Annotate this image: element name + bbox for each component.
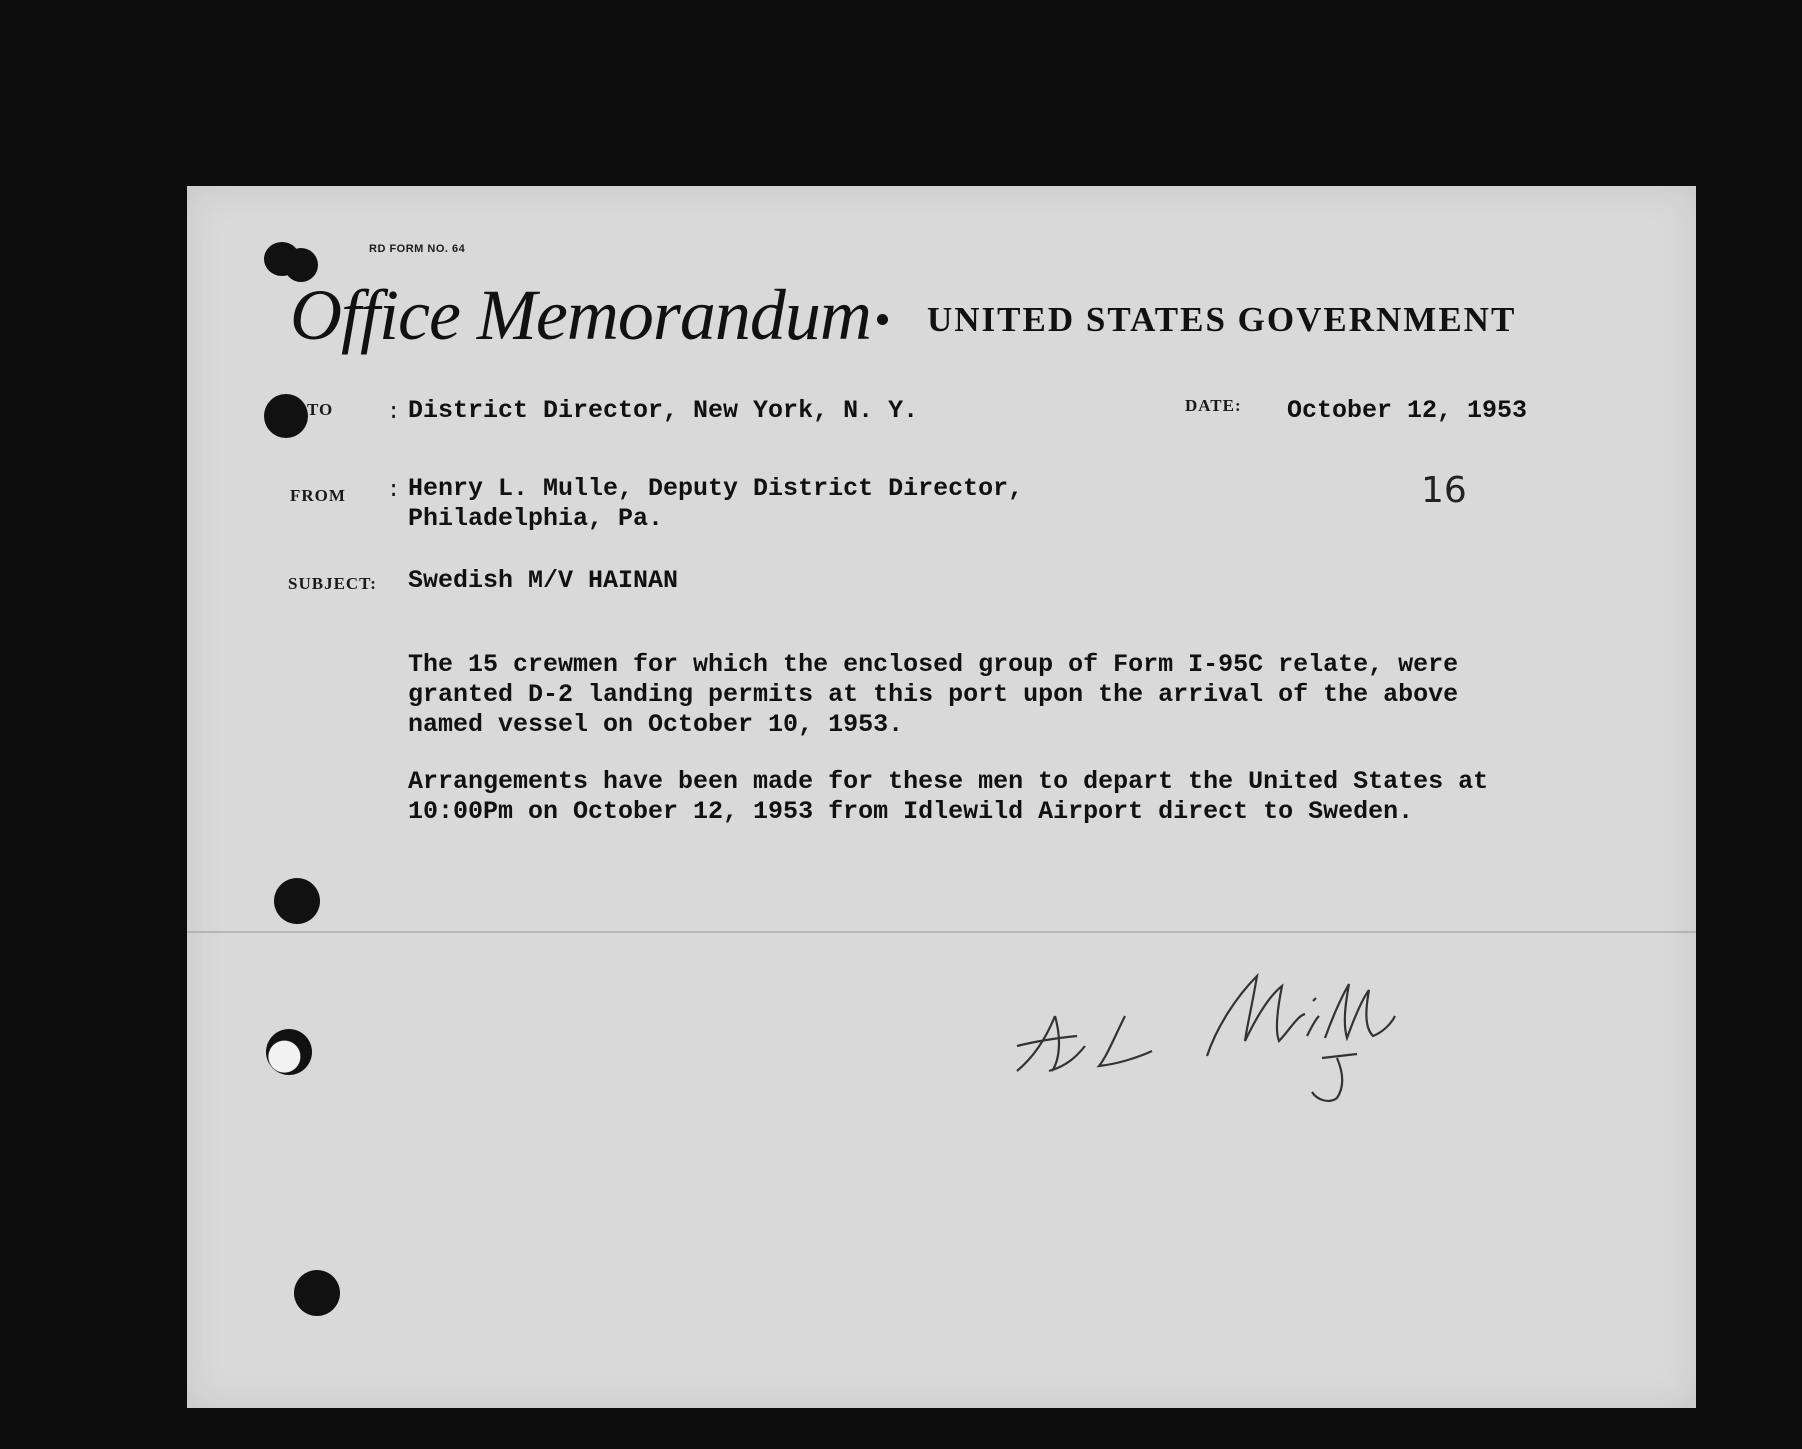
punch-hole (274, 878, 320, 924)
from-line-1: Henry L. Mulle, Deputy District Director, (408, 474, 1024, 503)
ink-blot (264, 394, 308, 438)
page-number: 16 (1421, 470, 1467, 511)
punch-hole (266, 1029, 312, 1075)
date-value: October 12, 1953 (1287, 396, 1528, 425)
to-label: TO (307, 400, 334, 419)
handwritten-signature (1007, 946, 1427, 1116)
punch-hole (294, 1270, 340, 1316)
from-label: FROM (290, 486, 346, 505)
body-paragraph-1-line-2: granted D-2 landing permits at this port upon the arrival of the above (408, 680, 1459, 709)
form-number: RD FORM NO. 64 (369, 243, 466, 255)
title-bullet (877, 314, 888, 325)
body-paragraph-2-line-1: Arrangements have been made for these men to depart the United States at (408, 767, 1489, 796)
paper-fold-line (187, 931, 1696, 933)
memo-title-caps: UNITED STATES GOVERNMENT (927, 300, 1517, 339)
to-colon: : (387, 400, 401, 425)
from-colon: : (387, 478, 401, 503)
date-label: DATE: (1185, 396, 1242, 415)
memo-paper (187, 186, 1696, 1408)
memo-title-script: Office Memorandum (290, 275, 871, 355)
subject-label: SUBJECT: (288, 574, 377, 593)
body-paragraph-2-line-2: 10:00Pm on October 12, 1953 from Idlewild Airport direct to Sweden. (408, 797, 1414, 826)
body-paragraph-1-line-1: The 15 crewmen for which the enclosed group of Form I-95C relate, were (408, 650, 1459, 679)
body-paragraph-1-line-3: named vessel on October 10, 1953. (408, 710, 904, 739)
subject-value: Swedish M/V HAINAN (408, 566, 679, 595)
to-value: District Director, New York, N. Y. (408, 396, 919, 425)
from-line-2: Philadelphia, Pa. (408, 504, 664, 533)
